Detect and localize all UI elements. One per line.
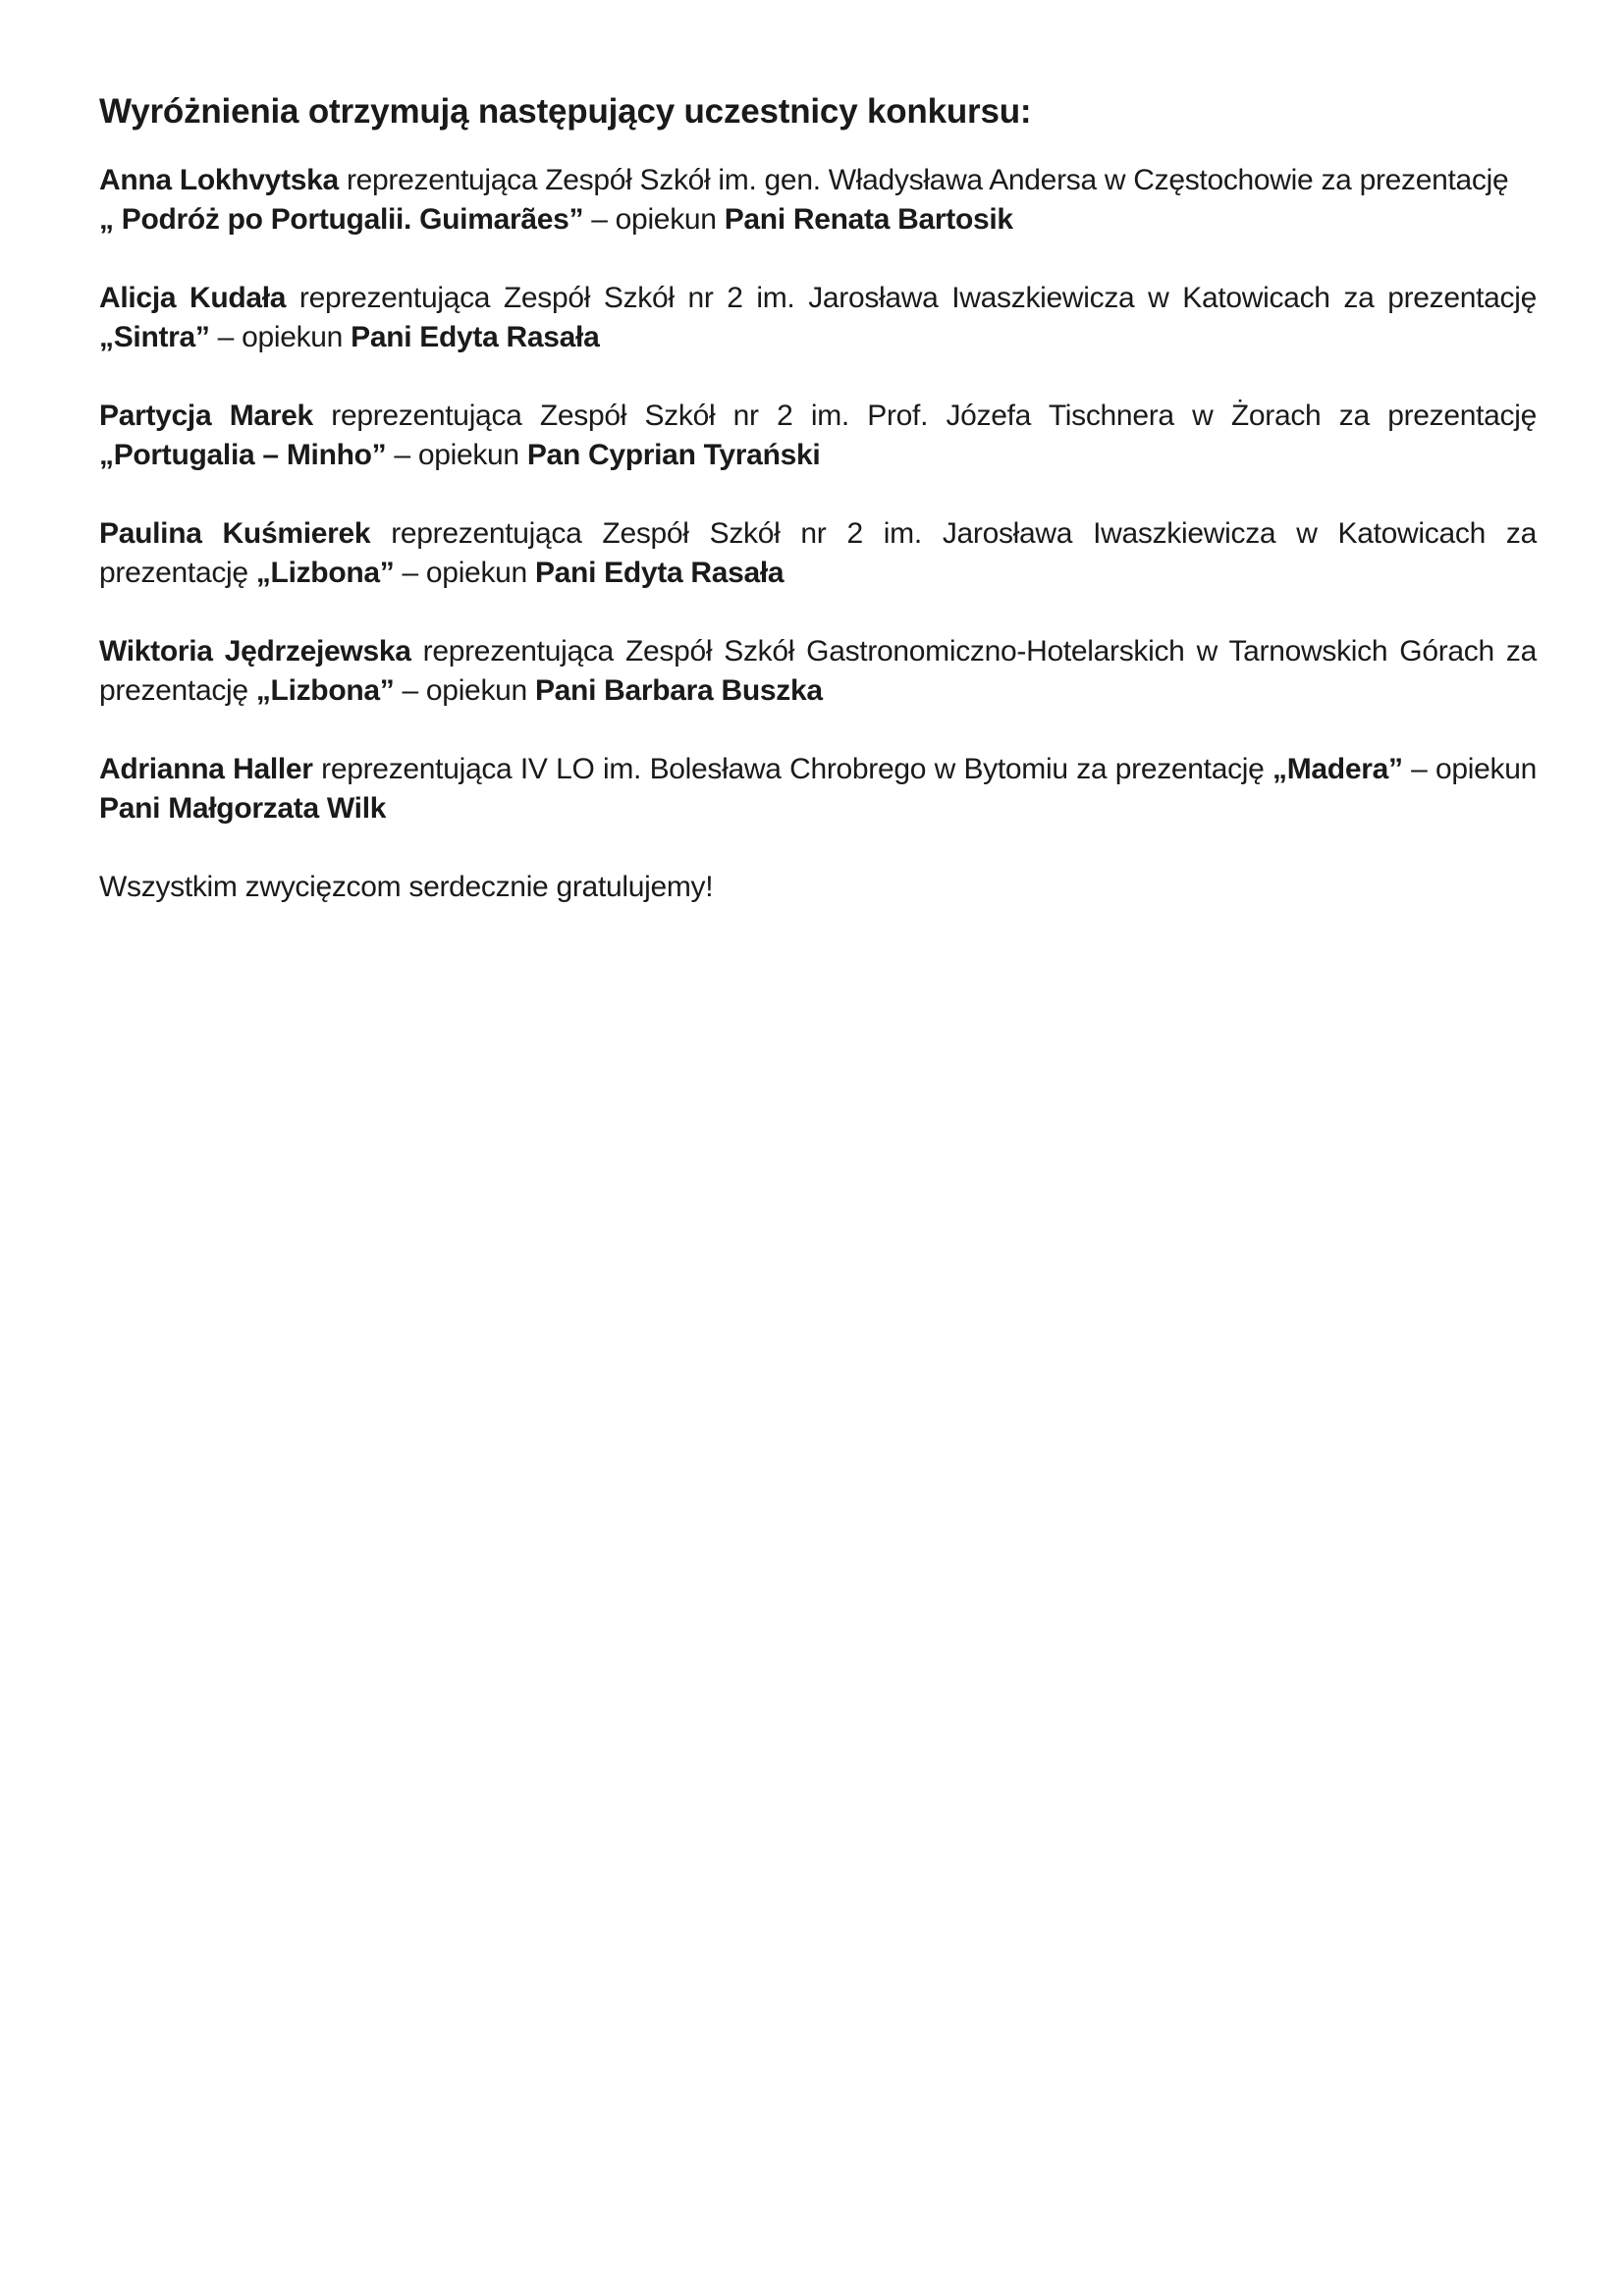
guardian-name: Pani Edyta Rasała — [534, 557, 785, 589]
guardian-label: – opiekun — [583, 203, 725, 236]
document-heading: Wyróżnienia otrzymują następujący uczestnicy konkursu: — [99, 92, 1032, 131]
guardian-label: – opiekun — [394, 557, 535, 589]
guardian-name: Pani Renata Bartosik — [724, 203, 1013, 236]
school-description: reprezentująca Zespół Szkół nr 2 im. Prof. Józefa Tischnera w Żorach za prezentację — [312, 400, 1537, 432]
participant-name: Anna Lokhvytska — [99, 164, 339, 196]
school-description: reprezentująca Zespół Szkół nr 2 im. Jarosława Iwaszkiewicza w Katowicach za prezentację — [286, 282, 1537, 314]
guardian-label: – opiekun — [394, 674, 535, 707]
guardian-label: – opiekun — [1402, 753, 1538, 785]
award-entry-4 — [99, 514, 1537, 593]
presentation-title: „Sintra” — [99, 321, 210, 353]
participant-name: Paulina Kuśmierek — [99, 517, 371, 550]
guardian-name: Pan Cyprian Tyrański — [526, 439, 821, 471]
school-description: reprezentująca Zespół Szkół Gastronomiczno-Hotelarskich w Tarnowskich Górach za prezentację — [99, 635, 1537, 707]
presentation-title: „Lizbona” — [255, 557, 395, 589]
school-description: reprezentująca Zespół Szkół nr 2 im. Jarosława Iwaszkiewicza w Katowicach za prezentację — [99, 517, 1537, 589]
guardian-name: Pani Małgorzata Wilk — [99, 792, 387, 825]
document-page — [99, 90, 1537, 907]
participant-name: Alicja Kudała — [99, 282, 287, 314]
presentation-title: „ Podróż po Portugalii. Guimarães” — [99, 203, 584, 236]
award-entry-3 — [99, 397, 1537, 475]
participant-name: Adrianna Haller — [99, 753, 313, 785]
guardian-name: Pani Barbara Buszka — [534, 674, 823, 707]
school-description: reprezentująca IV LO im. Bolesława Chrobrego w Bytomiu za prezentację — [312, 753, 1273, 785]
award-entry-5 — [99, 632, 1537, 711]
participant-name: Partycja Marek — [99, 400, 313, 432]
award-entry-1 — [99, 161, 1537, 240]
guardian-label: – opiekun — [386, 439, 527, 471]
award-entry-6 — [99, 750, 1537, 828]
presentation-title: „Madera” — [1272, 753, 1403, 785]
school-description: reprezentująca Zespół Szkół im. gen. Władysława Andersa w Częstochowie za prezentację — [338, 164, 1509, 196]
guardian-name: Pani Edyta Rasała — [351, 321, 600, 353]
award-entry-2 — [99, 279, 1537, 357]
closing-congratulations: Wszystkim zwycięzcom serdecznie gratulujemy! — [99, 871, 714, 903]
presentation-title: „Portugalia – Minho” — [99, 439, 387, 471]
presentation-title: „Lizbona” — [255, 674, 395, 707]
guardian-label: – opiekun — [209, 321, 352, 353]
participant-name: Wiktoria Jędrzejewska — [99, 635, 411, 667]
